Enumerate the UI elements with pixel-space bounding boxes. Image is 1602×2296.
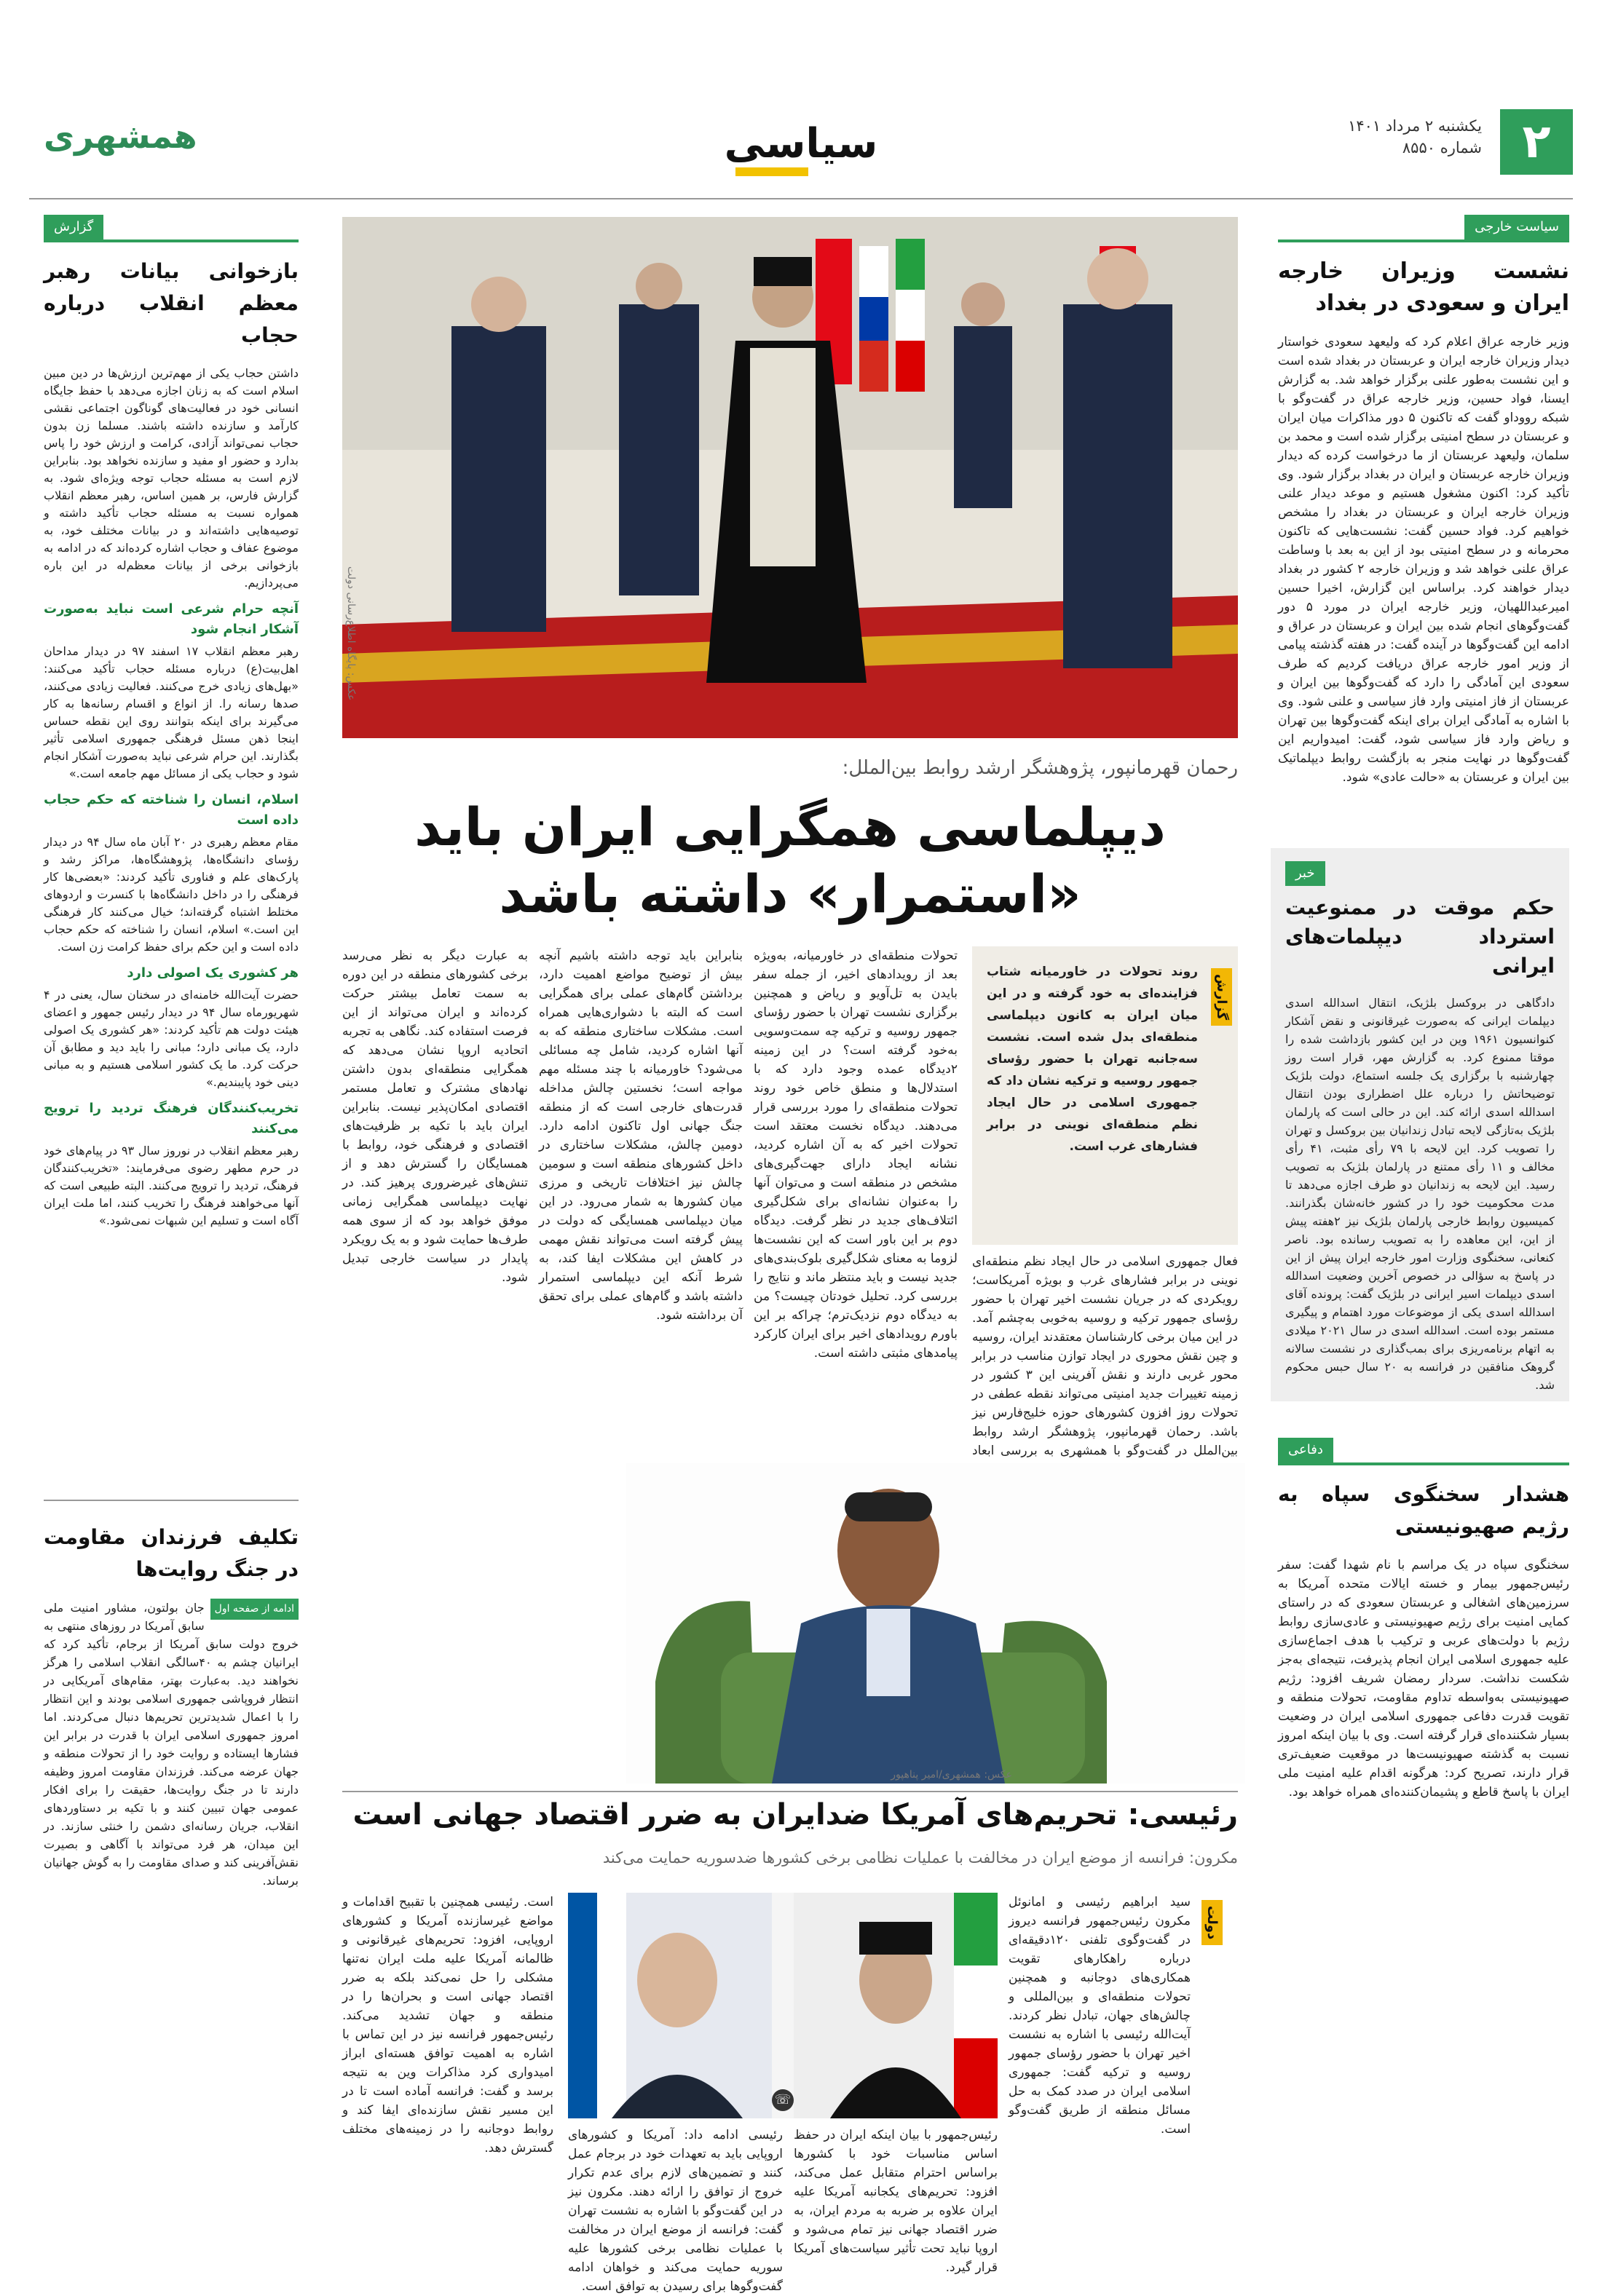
feature-headline-line2: «استمرار» داشته باشد — [499, 863, 1081, 925]
para-1: رهبر معظم انقلاب ۱۷ اسفند ۹۷ در دیدار مداحان اهل‌بیت(ع) درباره مسئله حجاب تأکید می‌کنند: «بهل‌های زیادی خرج می‌کنند. فعالیت زیادی می‌کنند، صدها رسانه را. از انواع و اقسام رسانه‌ها به کار می‌گیرند برای اینکه بتوانند روی این نقطه حساس اینجا ذهن مسئل فرهنگی جمهوری اسلامی تأثیر بگذارند. این حرام شرعی نباید به‌صورت آشکار انجام شود و حجاب یکی از مسائل مهم جامعه است.» — [44, 644, 299, 780]
section-title: سیاسی — [724, 120, 878, 167]
portrait-photo — [626, 1463, 1245, 1784]
headline-hijab: بازخوانی بیانات رهبر معظم انقلاب درباره حجاب — [44, 259, 299, 347]
issue-number: شماره ۸۵۵۰ — [1402, 139, 1482, 157]
right-column — [1278, 215, 1569, 787]
boxed-article-diplomat — [1271, 848, 1569, 1401]
phone-icon: ☏ — [772, 2089, 794, 2111]
govt-tag: دولت — [1202, 1900, 1223, 1945]
bottom-para-1: سید ابراهیم رئیسی و امانوئل مکرون رئیس‌جمهور فرانسه دیروز در گفت‌وگوی تلفنی ۱۲۰دقیقه‌ای درباره راهکارهای تقویت همکاری‌های دوجانبه و همچنین تحولات منطقه‌ای و بین‌المللی و چالش‌های جهان، تبادل نظر کردند. آیت‌الله رئیسی با اشاره به نشست اخیر تهران با حضور رؤسای جمهور روسیه و ترکیه گفت: جمهوری اسلامی ایران در صدد کمک به حل مسائل منطقه از طریق گفت‌وگو است. — [1009, 1895, 1191, 2137]
para-3: حضرت آیت‌الله خامنه‌ای در سخنان سال، یعنی در ۴ شهریورماه سال ۹۴ در دیدار رئیس جمهور و اعضای هیئت دولت هم تأکید کردند: «هر کشوری یک اصولی دارد، یک مبانی دارد؛ مبانی را باید دید و مطابق آن حرکت کرد. ما یک کشور اسلامی هستیم و به مبانی دینی خود پایبندیم.» — [44, 988, 299, 1089]
report-lead-box — [972, 946, 1238, 1245]
article-iran-saudi: وزیر خارجه عراق اعلام کرد که ولیعهد سعودی خواستار دیدار وزیران خارجه ایران و عربستان در بغداد شده است و این نشست به‌طور علنی برگزار خواهد شد. به گزارش ایسنا، فواد حسین، وزیر خارجه عراق در گفت‌وگو با شبکه رووداو گفت که تاکنون ۵ دور مذاکرات میان ایران و عربستان در سطح امنیتی برگزار شده است و محمد بن سلمان، ولیعهد عربستان از ما درخواست کرده که دیدار وزیران خارجه عربستان و ایران در بغداد برگزار شود. وی تأکید کرد: اکنون مشغول هستیم و موعد دیدار علنی وزیران خارجه ایران و عربستان در بغداد را مشخص خواهیم کرد. فواد حسین گفت: نشست‌هایی که تاکنون محرمانه و در سطح امنیتی بود از این به بعد با وساطت عراق علنی خواهد شد و وزیران خارجه ۲ کشور در بغداد دیدار خواهند کرد. براساس این گزارش، اخیرا حسین امیرعبداللهیان، وزیر خارجه ایران در مورد ۵ دور گفت‌وگوهای انجام شده بین ایران و عربستان در عراق و ادامه این گفت‌وگوها در آینده گفت: در هفته گذشته پیامی از وزیر امور خارجه عراق دریافت کردیم که طرف سعودی این آمادگی را دارد که گفت‌وگوها بین ایران و عربستان از فاز امنیتی وارد فاز سیاسی و علنی شود. وی با اشاره به آمادگی ایران برای اینکه گفت‌وگوها بین تهران و ریاض وارد فاز سیاسی شود، گفت: امیدواریم این گفت‌وگوها در نهایت منجر به بازگشت روابط دیپلماتیک بین ایران و عربستان به «حالت عادی» شود. — [1278, 335, 1570, 785]
feature-headline — [342, 793, 1238, 927]
feature-col-2: تحولات منطقه‌ای در خاورمیانه، به‌ویژه بعد از رویدادهای اخیر، از جمله سفر بایدن به تل‌آویو و ریاض و همچنین برگزاری نشست تهران با حضور رؤسای جمهور روسیه و ترکیه چه سمت‌وسویی به‌خود گرفته است؟ در این زمینه ۲دیدگاه عمده وجود دارد که با استدلال‌ها و منطق خاص خود روند تحولات منطقه‌ای را مورد بررسی قرار می‌دهند. دیدگاه نخست معتقد است تحولات اخیر که به آن اشاره کردید، نشانه ایجاد دارای جهت‌گیری‌های مشخص در منطقه است و می‌توان آنها را به‌عنوان نشانه‌ای برای شکل‌گیری ائتلاف‌های جدید در نظر گرفت. دیدگاه دوم بر این باور است که این نشست‌ها لزوما به معنای شکل‌گیری بلوک‌بندی‌های جدید نیست و باید منتظر ماند و نتایج را بررسی کرد. تحلیل خودتان چیست؟ من به دیدگاه دوم نزدیک‌ترم؛ چراکه بر این باورم رویدادهای اخیر برای ایران کارکرد پیامدهای مثبتی داشته است. — [754, 949, 958, 1361]
continuation-tag[interactable]: ادامه از صفحه اول — [210, 1599, 299, 1620]
feature-col-3: بنابراین باید توجه داشته باشیم آنچه بیش از توضیح مواضع اهمیت دارد، برداشتن گام‌های عملی برای همگرایی است که البته با دشواری‌هایی همراه است. مشکلات ساختاری منطقه که به آنها اشاره کردید، شامل چه مسائلی می‌شود؟ خاورمیانه با چند مسئله مهم مواجه است؛ نخستین چالش مداخله قدرت‌های خارجی است که از منطقه جنگ جهانی اول تاکنون ادامه دارد. دومین چالش، مشکلات ساختاری در داخل کشورهای منطقه است و سومین چالش نیز اختلافات تاریخی و مرزی میان کشورها به شمار می‌رود. در این میان دیپلماسی همسایگی که دولت در پیش گرفته است می‌تواند نقش مهمی در کاهش این مشکلات ایفا کند، به شرط آنکه این دیپلماسی استمرار داشته باشد و گام‌های عملی برای تحقق آن برداشته شود. — [539, 949, 743, 1323]
bottom-para-4: است. رئیسی همچنین با تقبیح اقدامات و مواضع غیرسازنده آمریکا و کشورهای اروپایی، افزود: تحریم‌های غیرقانونی و ظالمانه آمریکا علیه ملت ایران نه‌تنها مشکلی را حل نمی‌کند بلکه به ضرر اقتصاد جهانی است و بحران‌ها را در منطقه و جهان تشدید می‌کند. رئیس‌جمهور فرانسه نیز در این تماس با اشاره به اهمیت توافق هسته‌ای ابراز امیدواری کرد مذاکرات وین به نتیجه برسد و گفت: فرانسه آماده است تا در این مسیر نقش سازنده‌ای ایفا کند و روابط دوجانبه را در زمینه‌های مختلف گسترش دهد. — [342, 1895, 553, 2156]
feature-kicker: رحمان قهرمانپور، پژوهشگر ارشد روابط بین‌الملل: — [842, 757, 1238, 779]
para-4: رهبر معظم انقلاب در نوروز سال ۹۳ در پیام‌های خود در حرم مطهر رضوی می‌فرمایند: «تخریب‌کنندگان فرهنگ، تردید را ترویج می‌کنند. البته طبیعی است که آنها می‌خواهند فرهنگ را تخریب کنند، اما ملت ایران آگاه است و تسلیم این شبهات نمی‌شود.» — [44, 1144, 299, 1227]
phone-call-illustration — [568, 1893, 998, 2118]
headline-iran-saudi: نشست وزیران خارجه ایران و سعودی در بغداد — [1278, 258, 1569, 316]
portrait-illustration — [626, 1463, 1245, 1784]
tag-report: گزارش — [44, 215, 103, 240]
headline-resistance: تکلیف فرزندان مقاومت در جنگ روایت‌ها — [44, 1525, 299, 1581]
feature-col-1: فعال جمهوری اسلامی در حال ایجاد نظم منطقه‌ای نوینی در برابر فشارهای غرب و بویژه آمریکاست؛ رویکردی که در جریان نشست اخیر تهران با حضور رؤسای جمهور ترکیه و روسیه به‌خوبی به‌چشم آمد. در این میان برخی کارشناسان معتقدند ایران، روسیه و چین نقش محوری در ایجاد توازن مناسب در برابر محور غربی دارند و نقش آفرینی این ۳ کشور در زمینه تغییرات جدید امنیتی می‌تواند نقطه عطفی در تحولات روز افزون کشورهای حوزه خلیج‌فارس نیز باشد. رحمان قهرمانپور، پژوهشگر ارشد روابط بین‌الملل در گفت‌وگو با همشهری به بررسی ابعاد — [972, 1254, 1238, 1458]
bottom-divider — [342, 1791, 1238, 1792]
masthead — [0, 0, 1602, 197]
subhead-4: تخریب‌کنندگان فرهنگ تردید را ترویج می‌کنند — [44, 1101, 299, 1136]
article-defense-body: سخنگوی سپاه در یک مراسم با نام شهدا گفت: سفر رئیس‌جمهور بیمار و خسته ایالات متحده آمریکا به سرزمین‌های اشغالی و عربستان سعودی که در راستای کمایی امنیت برای رژیم صهیونیستی و عادی‌سازی روابط رژیم با دولت‌های عربی و ترکیب با هدف اجماع‌سازی علیه جمهوری اسلامی ایران انجام پذیرفت، نتیجه‌ای به‌جز شکست نداشت. سردار رمضان شریف افزود: رژیم صهیونیستی به‌واسطه تداوم مقاومت، تحولات منطقه و تقویت قدرت دفاعی جمهوری اسلامی ایران در وضعیت بسیار شکننده‌ای قرار گرفته است. وی با بیان اینکه امروز نسبت به گذشته صهیونیست‌ها در موقعیت ضعیف‌تری قرار دارند، تصریح کرد: هرگونه اقدام علیه امنیت ملی ایران با پاسخ قاطع و پشیمان‌کننده‌ای همراه خواهد بود. — [1278, 1558, 1569, 1800]
bottom-para-3: رئیسی ادامه داد: آمریکا و کشورهای اروپایی باید به تعهدات خود در برجام عمل کنند و تضمین‌های لازم برای عدم تکرار خروج از توافق را ارائه دهند. مکرون نیز در این گفت‌وگو با اشاره به نشست تهران گفت: فرانسه از موضع ایران در مخالفت با عملیات نظامی برخی کشورها علیه سوریه حمایت می‌کند و خواهان ادامه گفت‌وگوها برای رسیدن به توافق است. — [568, 2128, 783, 2294]
tag-foreign-policy: سیاست خارجی — [1464, 215, 1569, 240]
summit-photo — [342, 217, 1238, 738]
article-resistance — [44, 1514, 299, 2264]
tag-rule — [1278, 240, 1569, 242]
date: یکشنبه ۲ مرداد ۱۴۰۱ — [1348, 117, 1482, 135]
tag-news: خبر — [1285, 861, 1325, 886]
left-divider — [44, 1500, 299, 1501]
tag-defense: دفاعی — [1278, 1438, 1333, 1462]
subhead-3: هر کشوری یک اصولی دارد — [127, 965, 299, 981]
top-divider — [29, 198, 1573, 199]
report-tag: گزارش — [1211, 968, 1232, 1026]
section-underline — [735, 167, 808, 176]
page-number: ۲ — [1500, 109, 1573, 175]
portrait-credit: عکس: همشهری/امیر پناهپور — [891, 1769, 1012, 1781]
headline-diplomat: حکم موقت در ممنوعیت استرداد دیپلمات‌های ایرانی — [1285, 895, 1555, 978]
feature-col-4: به عبارت دیگر به نظر می‌رسد برخی کشورهای منطقه در این دوره به سمت تعامل بیشتر حرکت کرده‌اند و ایران می‌تواند از این فرصت استفاده کند. نگاهی به تجربه اتحادیه اروپا نشان می‌دهد که همگرایی منطقه‌ای بدون داشتن نهادهای مشترک و تعامل مستمر اقتصادی امکان‌پذیر نیست. بنابراین ایران باید با تکیه بر ظرفیت‌های اقتصادی و فرهنگی خود، روابط با همسایگان را گسترش دهد و از تنش‌های غیرضروری پرهیز کند. در نهایت دیپلماسی همگرایی زمانی موفق خواهد بود که از سوی همه طرف‌ها حمایت شود و به یک رویکرد پایدار در سیاست خارجی تبدیل شود. — [342, 949, 528, 1285]
lead-hijab: داشتن حجاب یکی از مهم‌ترین ارزش‌ها در دین مبین اسلام است که به زنان اجازه می‌دهد با حفظ جایگاه انسانی خود در فعالیت‌های گوناگون اجتماعی نقشی کارآمد و سازنده داشته باشند. مسلما زن بدون حجاب نمی‌تواند آزادی، کرامت و ارزش خود را پاس بدارد و حضور او مفید و سازنده نخواهد بود. بنابراین لازم است به مسئله حجاب توجه ویژه‌ای شود. به گزارش فارس، بر همین اساس، رهبر معظم انقلاب همواره نسبت به مسئله حجاب تأکید داشته و توصیه‌هایی داشته‌اند و در بیانات مختلف خود، به موضوع عفاف و حجاب اشاره کرده‌اند که در ادامه به بازخوانی برخی از بیانات معظم‌له در این باره می‌پردازیم. — [44, 366, 299, 590]
phone-call-photo — [568, 1893, 998, 2118]
article-resistance-body: جان بولتون، مشاور امنیت ملی سابق آمریکا در روزهای منتهی به خروج دولت سابق آمریکا از برجام، تأکید کرد که ایرانیان چشم به ۴۰سالگی انقلاب اسلامی را هرگز نخواهند دید. به‌عبارت بهتر، مقام‌های آمریکایی در انتظار فروپاشی جمهوری اسلامی بودند و این انتظار را با اعمال شدیدترین تحریم‌ها دنبال می‌کردند. اما امروز جمهوری اسلامی ایران با قدرت در برابر این فشارها ایستاده و روایت خود را از تحولات منطقه و جهان عرضه می‌کند. فرزندان مقاومت امروز وظیفه دارند تا در جنگ روایت‌ها، حقیقت را برای افکار عمومی جهان تبیین کنند و با تکیه بر دستاوردهای انقلاب، جریان رسانه‌ای دشمن را خنثی سازند. در این میدان، هر فرد می‌تواند با آگاهی و بصیرت نقش‌آفرینی کند و صدای مقاومت را به گوش جهانیان برساند. — [44, 1601, 299, 1888]
newspaper-logo: همشهری — [44, 116, 197, 156]
bottom-headline: رئیسی: تحریم‌های آمریکا ضدایران به ضرر اقتصاد جهانی است — [352, 1798, 1238, 1832]
tag-rule — [1278, 1462, 1569, 1465]
tag-rule — [44, 240, 299, 242]
bottom-para-2: رئیس‌جمهور با بیان اینکه ایران در حفظ اساس مناسبات خود با کشورها براساس احترام متقابل عمل می‌کند، افزود: تحریم‌های یکجانبه آمریکا علیه ایران علاوه بر ضربه به مردم ایران، به ضرر اقتصاد جهانی نیز تمام می‌شود و اروپا نباید تحت تأثیر سیاست‌های آمریکا قرار گیرد. — [794, 2128, 998, 2275]
article-defense — [1278, 1438, 1569, 2260]
report-lead: روند تحولات در خاورمیانه شتاب فزاینده‌ای به خود گرفته و در این میان ایران به کانون دیپلماسی منطقه‌ای بدل شده است. نشست سه‌جانبه تهران با حضور رؤسای جمهور روسیه و ترکیه نشان داد که جمهوری اسلامی در حال ایجاد نظم منطقه‌ای نوینی در برابر فشارهای غرب است. — [987, 965, 1198, 1154]
left-column — [44, 215, 299, 1489]
headline-defense: هشدار سخنگوی سپاه به رژیم صهیونیستی — [1278, 1482, 1569, 1538]
bottom-kicker: مکرون: فرانسه از موضع ایران در مخالفت با عملیات نظامی برخی کشورها ضدسوریه حمایت می‌کند — [602, 1849, 1238, 1867]
feature-headline-line1: دیپلماسی همگرایی ایران باید — [414, 796, 1166, 858]
summit-photo-illustration — [342, 217, 1238, 738]
subhead-2: اسلام، انسان را شناخته که حکم حجاب داده است — [44, 792, 299, 828]
photo-credit: عکس: پایگاه اطلاع‌رسانی دولت — [345, 566, 357, 701]
article-diplomat: دادگاهی در بروکسل بلژیک، انتقال اسدالله اسدی دیپلمات ایرانی که به‌صورت غیرقانونی و نقض آشکار کنوانسیون ۱۹۶۱ وین در این کشور بازداشت شده را موقتا ممنوع کرد. به گزارش مهر، قرار است روز چهارشنبه با برگزاری یک جلسه استماع، دولت بلژیک توضیحاتش را درباره علل اضطراری بودن انتقال اسدالله اسدی ارائه کند. این در حالی است که پارلمان بلژیک به‌تازگی لایحه تبادل زندانیان بین بروکسل و تهران را تصویب کرد. این لایحه با ۷۹ رأی مثبت، ۴۱ رأی مخالف و ۱۱ رأی ممتنع در پارلمان بلژیک به تصویب رسید. این لایحه به زندانیان دو طرف اجازه می‌دهد تا مدت محکومیت خود را در کشور خانه‌شان بگذرانند. کمیسیون روابط خارجی پارلمان بلژیک نیز ۲هفته پیش از این، این معاهده را به تصویب رسانده بود. ناصر کنعانی، سخنگوی وزارت امور خارجه ایران پیش از این در پاسخ به سؤالی در خصوص آخرین وضعیت اسدالله اسدی دیپلمات اسیر ایرانی در بلژیک گفت: پرونده آقای اسدالله اسدی یکی از موضوعات مورد اهتمام و پیگیری مستمر بوده است. اسدالله اسدی در سال ۲۰۲۱ میلادی به اتهام برنامه‌ریزی برای بمب‌گذاری در نشست سالانه گروهک منافقین در فرانسه به ۲۰ سال حبس محکوم شد. — [1285, 996, 1555, 1392]
para-2: مقام معظم رهبری در ۲۰ آبان ماه سال ۹۴ در دیدار رؤسای دانشگاه‌ها، پژوهشگاه‌ها، مراکز رشد و پارک‌های علم و فناوری تأکید کردند: «بعضی‌ها کار فرهنگی را در داخل دانشگاه‌ها با کنسرت و اردوهای مختلط اشتباه گرفته‌اند؛ خیال می‌کنند کار فرهنگی این است.» اسلام، انسان را شناخته که حکم حجاب داده است و این حکم برای حفظ کرامت زن است. — [44, 835, 299, 954]
subhead-1: آنچه حرام شرعی است نباید به‌صورت آشکار انجام شود — [44, 601, 299, 637]
